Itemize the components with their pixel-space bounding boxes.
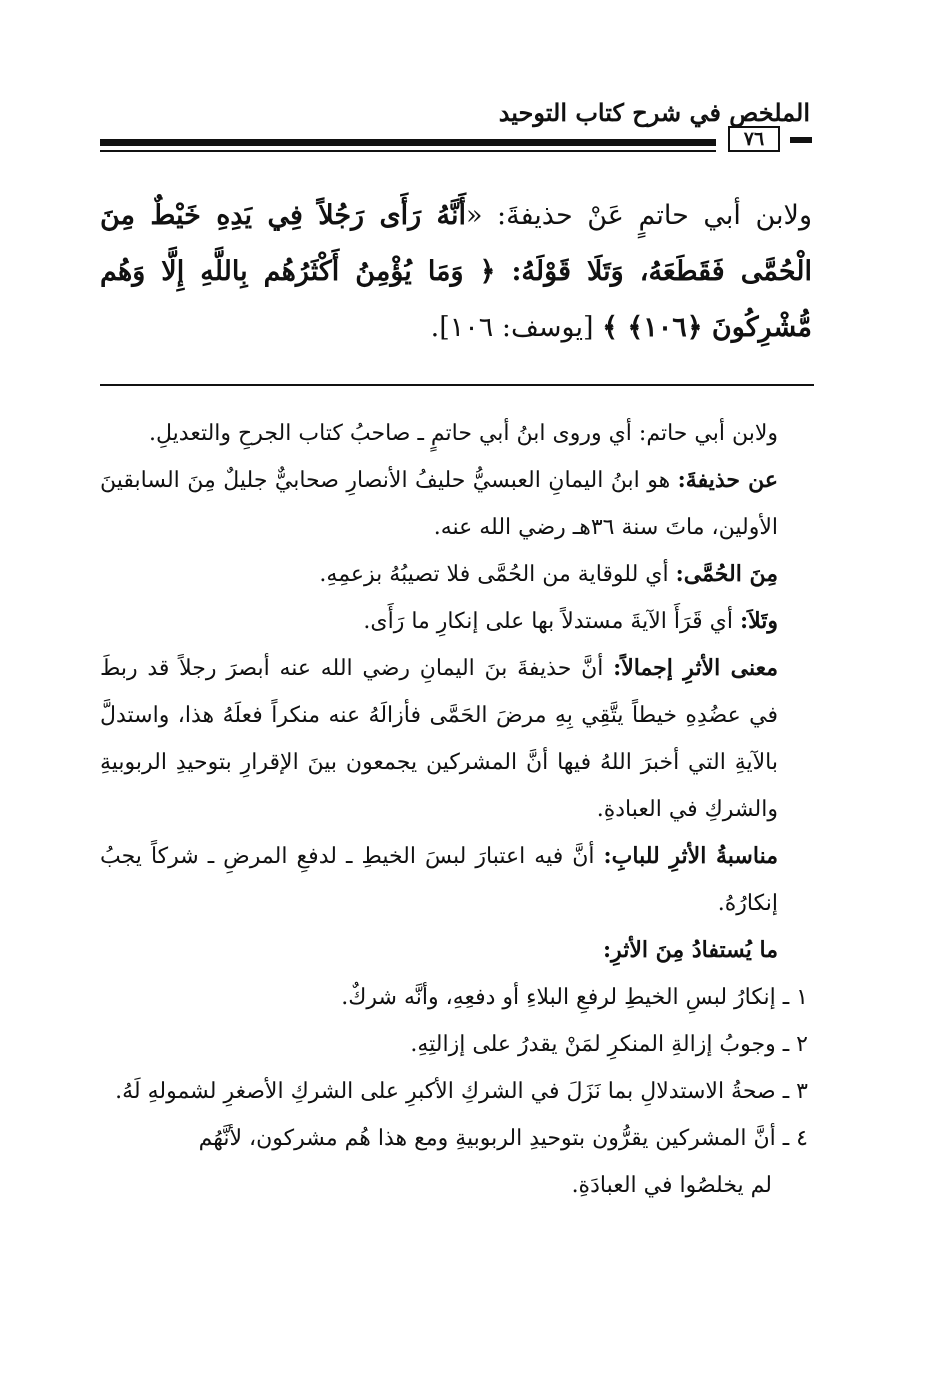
term-hudhayfa: عن حذيفةَ:: [677, 467, 778, 493]
page-number: ٧٦: [728, 126, 780, 152]
book-title: الملخص في شرح كتاب التوحيد: [498, 98, 810, 127]
text-hudhayfa: هو ابنُ اليمانِ العبسيُّ حليفُ الأنصارِ صحابيٌّ جليلٌ مِنَ السابقينَ الأولين، ماتَ سنة ٣٦هـ رضي الله عنه.: [100, 468, 778, 540]
benefit-item: ٢ ـ وجوبُ إزالةِ المنكرِ لمَنْ يقدرُ على إزالتِهِ.: [410, 1032, 808, 1057]
hadith-text: [100, 188, 812, 356]
header-rule: [100, 139, 716, 146]
term-tala: وتَلاَ:: [740, 608, 778, 634]
benefit-item: ٣ ـ صحةُ الاستدلالِ بما نَزَلَ في الشركِ الأكبرِ على الشركِ الأصغرِ لشمولهِ لَهُ.: [115, 1079, 808, 1104]
benefit-item: ١ ـ إنكارُ لبسِ الخيطِ لرفعِ البلاءِ أو دفعِهِ، وأنَّه شركٌ.: [341, 985, 808, 1010]
text-humma: أي للوقاية من الحُمَّى فلا تصيبُهُ بزعمِهِ.: [319, 562, 676, 587]
text-relevance: أنَّ فيه اعتبارَ لبسَ الخيطِ ـ لدفعِ المرضِ ـ شركاً يجبُ إنكارُهُ.: [100, 844, 778, 916]
benefits-heading: ما يُستفادُ مِنَ الأثرِ:: [602, 937, 778, 963]
note-humma: [100, 551, 814, 598]
quran-reference: [يوسف: ١٠٦].: [430, 312, 603, 343]
note-relevance: [100, 833, 814, 927]
term-relevance: مناسبةُ الأثرِ للبابِ:: [603, 843, 778, 869]
note-tala: [100, 598, 814, 645]
header-rule-thin: [100, 150, 716, 152]
separator-rule: [100, 384, 814, 386]
benefit-item-continuation: لم يخلصُوا في العبادَةِ.: [571, 1173, 772, 1198]
commentary: [100, 410, 814, 1209]
note-hudhayfa: [100, 457, 814, 551]
hadith-quote: أَنَّهُ رَأَى رَجُلاً فِي يَدِهِ خَيْطٌ مِنَ الْحُمَّى فَقَطَعَهُ، وَتَلَا قَوْلَهُ: ﴿ وَمَا يُؤْمِنُ أَكْثَرُهُم بِاللَّهِ إِلَّا وَهُم مُّشْرِكُونَ ﴿١٠٦﴾ ﴾: [100, 200, 812, 343]
note-meaning: [100, 645, 814, 833]
hadith-intro: ولابن أبي حاتمٍ عَنْ حذيفةَ: «: [465, 200, 812, 231]
page-number-ornament: [790, 137, 812, 143]
benefit-item: ٤ ـ أنَّ المشركين يقرُّون بتوحيدِ الربوبيةِ ومع هذا هُم مشركون، لأنَّهُم: [198, 1126, 808, 1151]
text-tala: أي قَرَأَ الآيةَ مستدلاً بها على إنكارِ ما رَأَى.: [363, 609, 740, 634]
term-meaning: معنى الأثرِ إجمالاً:: [613, 655, 778, 681]
note-ibn-abi-hatim: ولابن أبي حاتم: أي وروى ابنُ أبي حاتمٍ ـ صاحبُ كتاب الجرحِ والتعديلِ.: [149, 421, 778, 446]
term-humma: مِنَ الحُمَّى:: [675, 561, 778, 587]
text-meaning: أنَّ حذيفةَ بنَ اليمانِ رضي الله عنه أبصرَ رجلاً قد ربطَ في عضُدِهِ خيطاً يتَّقِي بِهِ مرضَ الحَمَّى فأزالَهُ عنه منكراً فعلَهُ هذا، واستدلَّ بالآيةِ التي أخبرَ اللهُ فيها أنَّ المشركين يجمعون بينَ الإقرارِ بتوحيدِ الربوبيةِ والشركِ في العبادةِ.: [100, 656, 778, 822]
